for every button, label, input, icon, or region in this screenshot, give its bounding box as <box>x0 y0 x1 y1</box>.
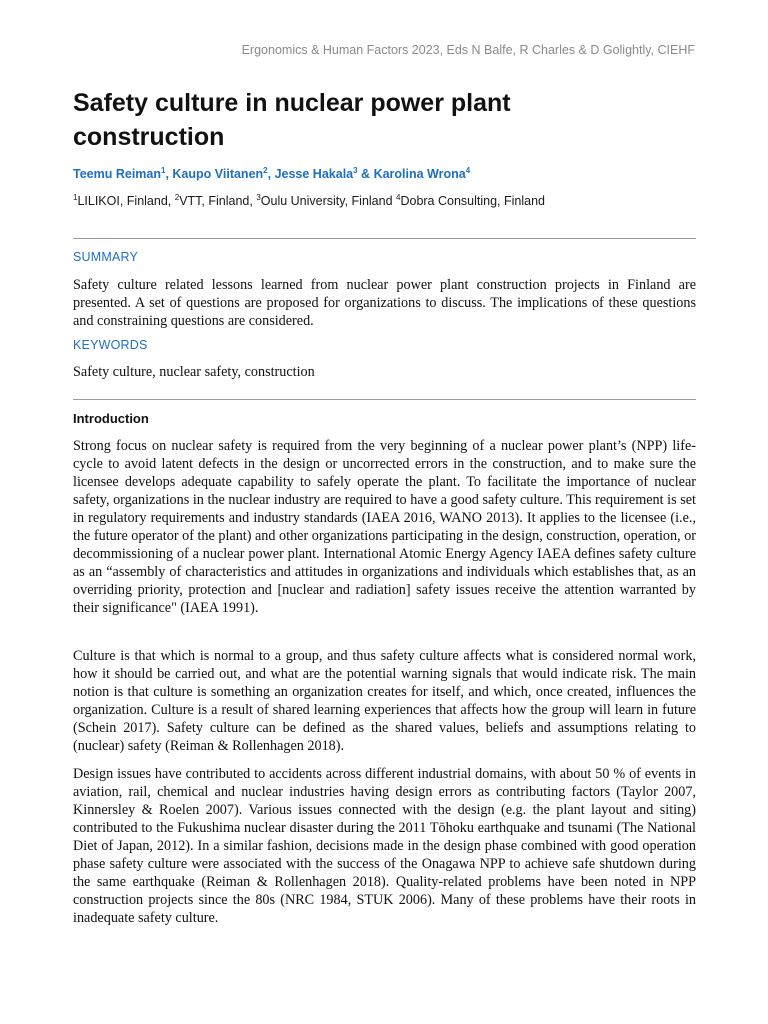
affiliation-text: LILIKOI, Finland, <box>77 194 175 208</box>
author-separator: & <box>357 167 374 181</box>
affiliation-text: Oulu University, Finland <box>260 194 397 208</box>
author-affiliation-marker: 3 <box>353 166 358 175</box>
affiliation-text: VTT, Finland, <box>179 194 257 208</box>
affiliation-list <box>73 194 545 208</box>
affiliation-marker: 2 <box>174 193 180 202</box>
author-affiliation-marker: 4 <box>465 166 471 175</box>
author-affiliation-marker: 2 <box>263 166 268 175</box>
divider-top <box>73 238 696 239</box>
affiliation-marker: 3 <box>256 193 261 202</box>
summary-text: Safety culture related lessons learned from nuclear power plant construction projects in Finland are presented. A set of questions are proposed for organizations to discuss. The implications of these questions and constraining questions are considered. <box>73 277 696 329</box>
introduction-paragraph-2: Culture is that which is normal to a group, and thus safety culture affects what is considered normal work, how it should be carried out, and what are the potential warning signals that would indicate risk. The main notion is that culture is something an organization creates for itself, and which, once created, influences the organization. Culture is a result of shared learning experiences that affects how the group will learn in future (Schein 2017). Safety culture can be defined as the shared values, beliefs and assumptions relating to (nuclear) safety (Reiman & Rollenhagen 2018). <box>73 648 696 754</box>
author-name: Kaupo Viitanen <box>172 167 264 181</box>
introduction-paragraph-3: Design issues have contributed to accidents across different industrial domains, with about 50 % of events in aviation, rail, chemical and nuclear industries having design errors as contributing factors (Taylor 2007, Kinnersley & Roelen 2007). Various issues connected with the design (e.g. the plant layout and siting) contributed to the Fukushima nuclear disaster during the 2011 Tōhoku earthquake and tsunami (The National Diet of Japan, 2012). In a similar fashion, decisions made in the design phase combined with good operation phase safety culture were associated with the success of the Onagawa NPP to achieve safe shutdown during the same earthquake (Reiman & Rollenhagen 2018). Quality-related problems have been noted in NPP construction projects since the 80s (NRC 1984, STUK 2006). Many of these problems have their roots in inadequate safety culture. <box>73 766 696 926</box>
introduction-paragraph-1: Strong focus on nuclear safety is required from the very beginning of a nuclear power plant’s (NPP) life-cycle to avoid latent defects in the design or uncorrected errors in the construction, and to make sure the licensee develops adequate capability to safely operate the plant. To facilitate the importance of nuclear safety, organizations in the nuclear industry are required to have a good safety culture. This requirement is set in regulatory requirements and industry standards (IAEA 2016, WANO 2013). It applies to the licensee (i.e., the future operator of the plant) and other organizations participating in the design, construction, operation, or decommissioning of a nuclear power plant. International Atomic Energy Agency IAEA defines safety culture as an “assembly of characteristics and attitudes in organizations and individuals which establishes that, as an overriding priority, protection and [nuclear and radiation] safety issues receive the attention warranted by their significance" (IAEA 1991). <box>73 438 697 616</box>
author-name: Teemu Reiman <box>73 167 161 181</box>
summary-label: SUMMARY <box>73 250 139 264</box>
keywords-text: Safety culture, nuclear safety, construction <box>73 364 315 380</box>
keywords-label: KEYWORDS <box>73 338 148 352</box>
author-name: Jesse Hakala <box>274 167 354 181</box>
introduction-heading: Introduction <box>73 411 149 426</box>
author-affiliation-marker: 1 <box>161 166 166 175</box>
affiliation-text: Dobra Consulting, Finland <box>400 194 545 208</box>
author-list <box>73 167 470 181</box>
author-separator: , <box>267 167 275 181</box>
paper-title: Safety culture in nuclear power plant construction <box>73 89 511 151</box>
author-name: Karolina Wrona <box>373 167 466 181</box>
running-head: Ergonomics & Human Factors 2023, Eds N Balfe, R Charles & D Golightly, CIEHF <box>241 43 695 57</box>
divider-bottom <box>73 399 696 400</box>
affiliation-marker: 1 <box>73 193 78 202</box>
author-separator: , <box>165 167 173 181</box>
affiliation-marker: 4 <box>396 193 401 202</box>
